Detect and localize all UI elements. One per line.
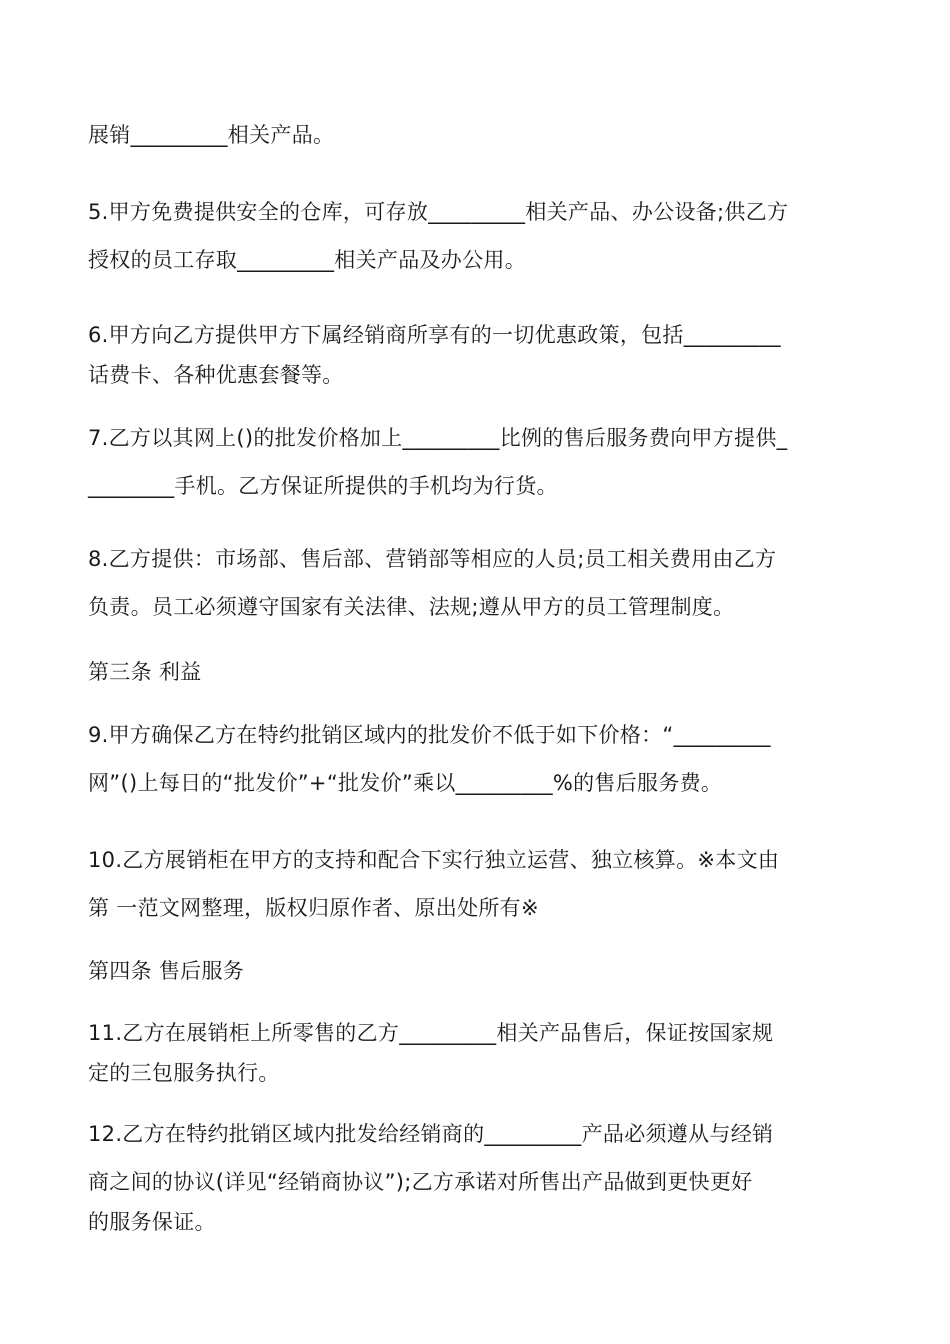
clause-5-line-2: 授权的员工存取_________相关产品及办公用。 [88, 248, 526, 272]
clause-5-line-1: 5.甲方免费提供安全的仓库，可存放_________相关产品、办公设备;供乙方 [88, 200, 789, 224]
clause-12-line-2: 商之间的协议(详见“经销商协议”);乙方承诺对所售出产品做到更快更好 [88, 1170, 753, 1194]
clause-10-line-1: 10.乙方展销柜在甲方的支持和配合下实行独立运营、独立核算。※本文由 [88, 848, 780, 872]
clause-11-line-2: 定的三包服务执行。 [88, 1061, 280, 1085]
clause-7-line-1: 7.乙方以其网上()的批发价格加上_________比例的售后服务费向甲方提供_ [88, 426, 788, 450]
section-heading-4: 第四条 售后服务 [88, 959, 245, 983]
section-heading-3: 第三条 利益 [88, 660, 202, 684]
text-line: 展销_________相关产品。 [88, 123, 335, 147]
clause-6-line-1: 6.甲方向乙方提供甲方下属经销商所享有的一切优惠政策，包括_________ [88, 323, 781, 347]
clause-8-line-1: 8.乙方提供：市场部、售后部、营销部等相应的人员;员工相关费用由乙方 [88, 547, 777, 571]
clause-9-line-2: 网”()上每日的“批发价”+“批发价”乘以_________%的售后服务费。 [88, 771, 723, 795]
clause-12-line-3: 的服务保证。 [88, 1210, 216, 1234]
clause-12-line-1: 12.乙方在特约批销区域内批发给经销商的_________产品必须遵从与经销 [88, 1122, 774, 1146]
clause-10-line-2: 第 一范文网整理，版权归原作者、原出处所有※ [88, 896, 539, 920]
clause-7-line-2: ________手机。乙方保证所提供的手机均为行货。 [88, 474, 558, 498]
clause-6-line-2: 话费卡、各种优惠套餐等。 [88, 363, 344, 387]
clause-8-line-2: 负责。员工必须遵守国家有关法律、法规;遵从甲方的员工管理制度。 [88, 595, 735, 619]
clause-11-line-1: 11.乙方在展销柜上所零售的乙方_________相关产品售后，保证按国家规 [88, 1021, 774, 1045]
clause-9-line-1: 9.甲方确保乙方在特约批销区域内的批发价不低于如下价格：“_________ [88, 723, 771, 747]
